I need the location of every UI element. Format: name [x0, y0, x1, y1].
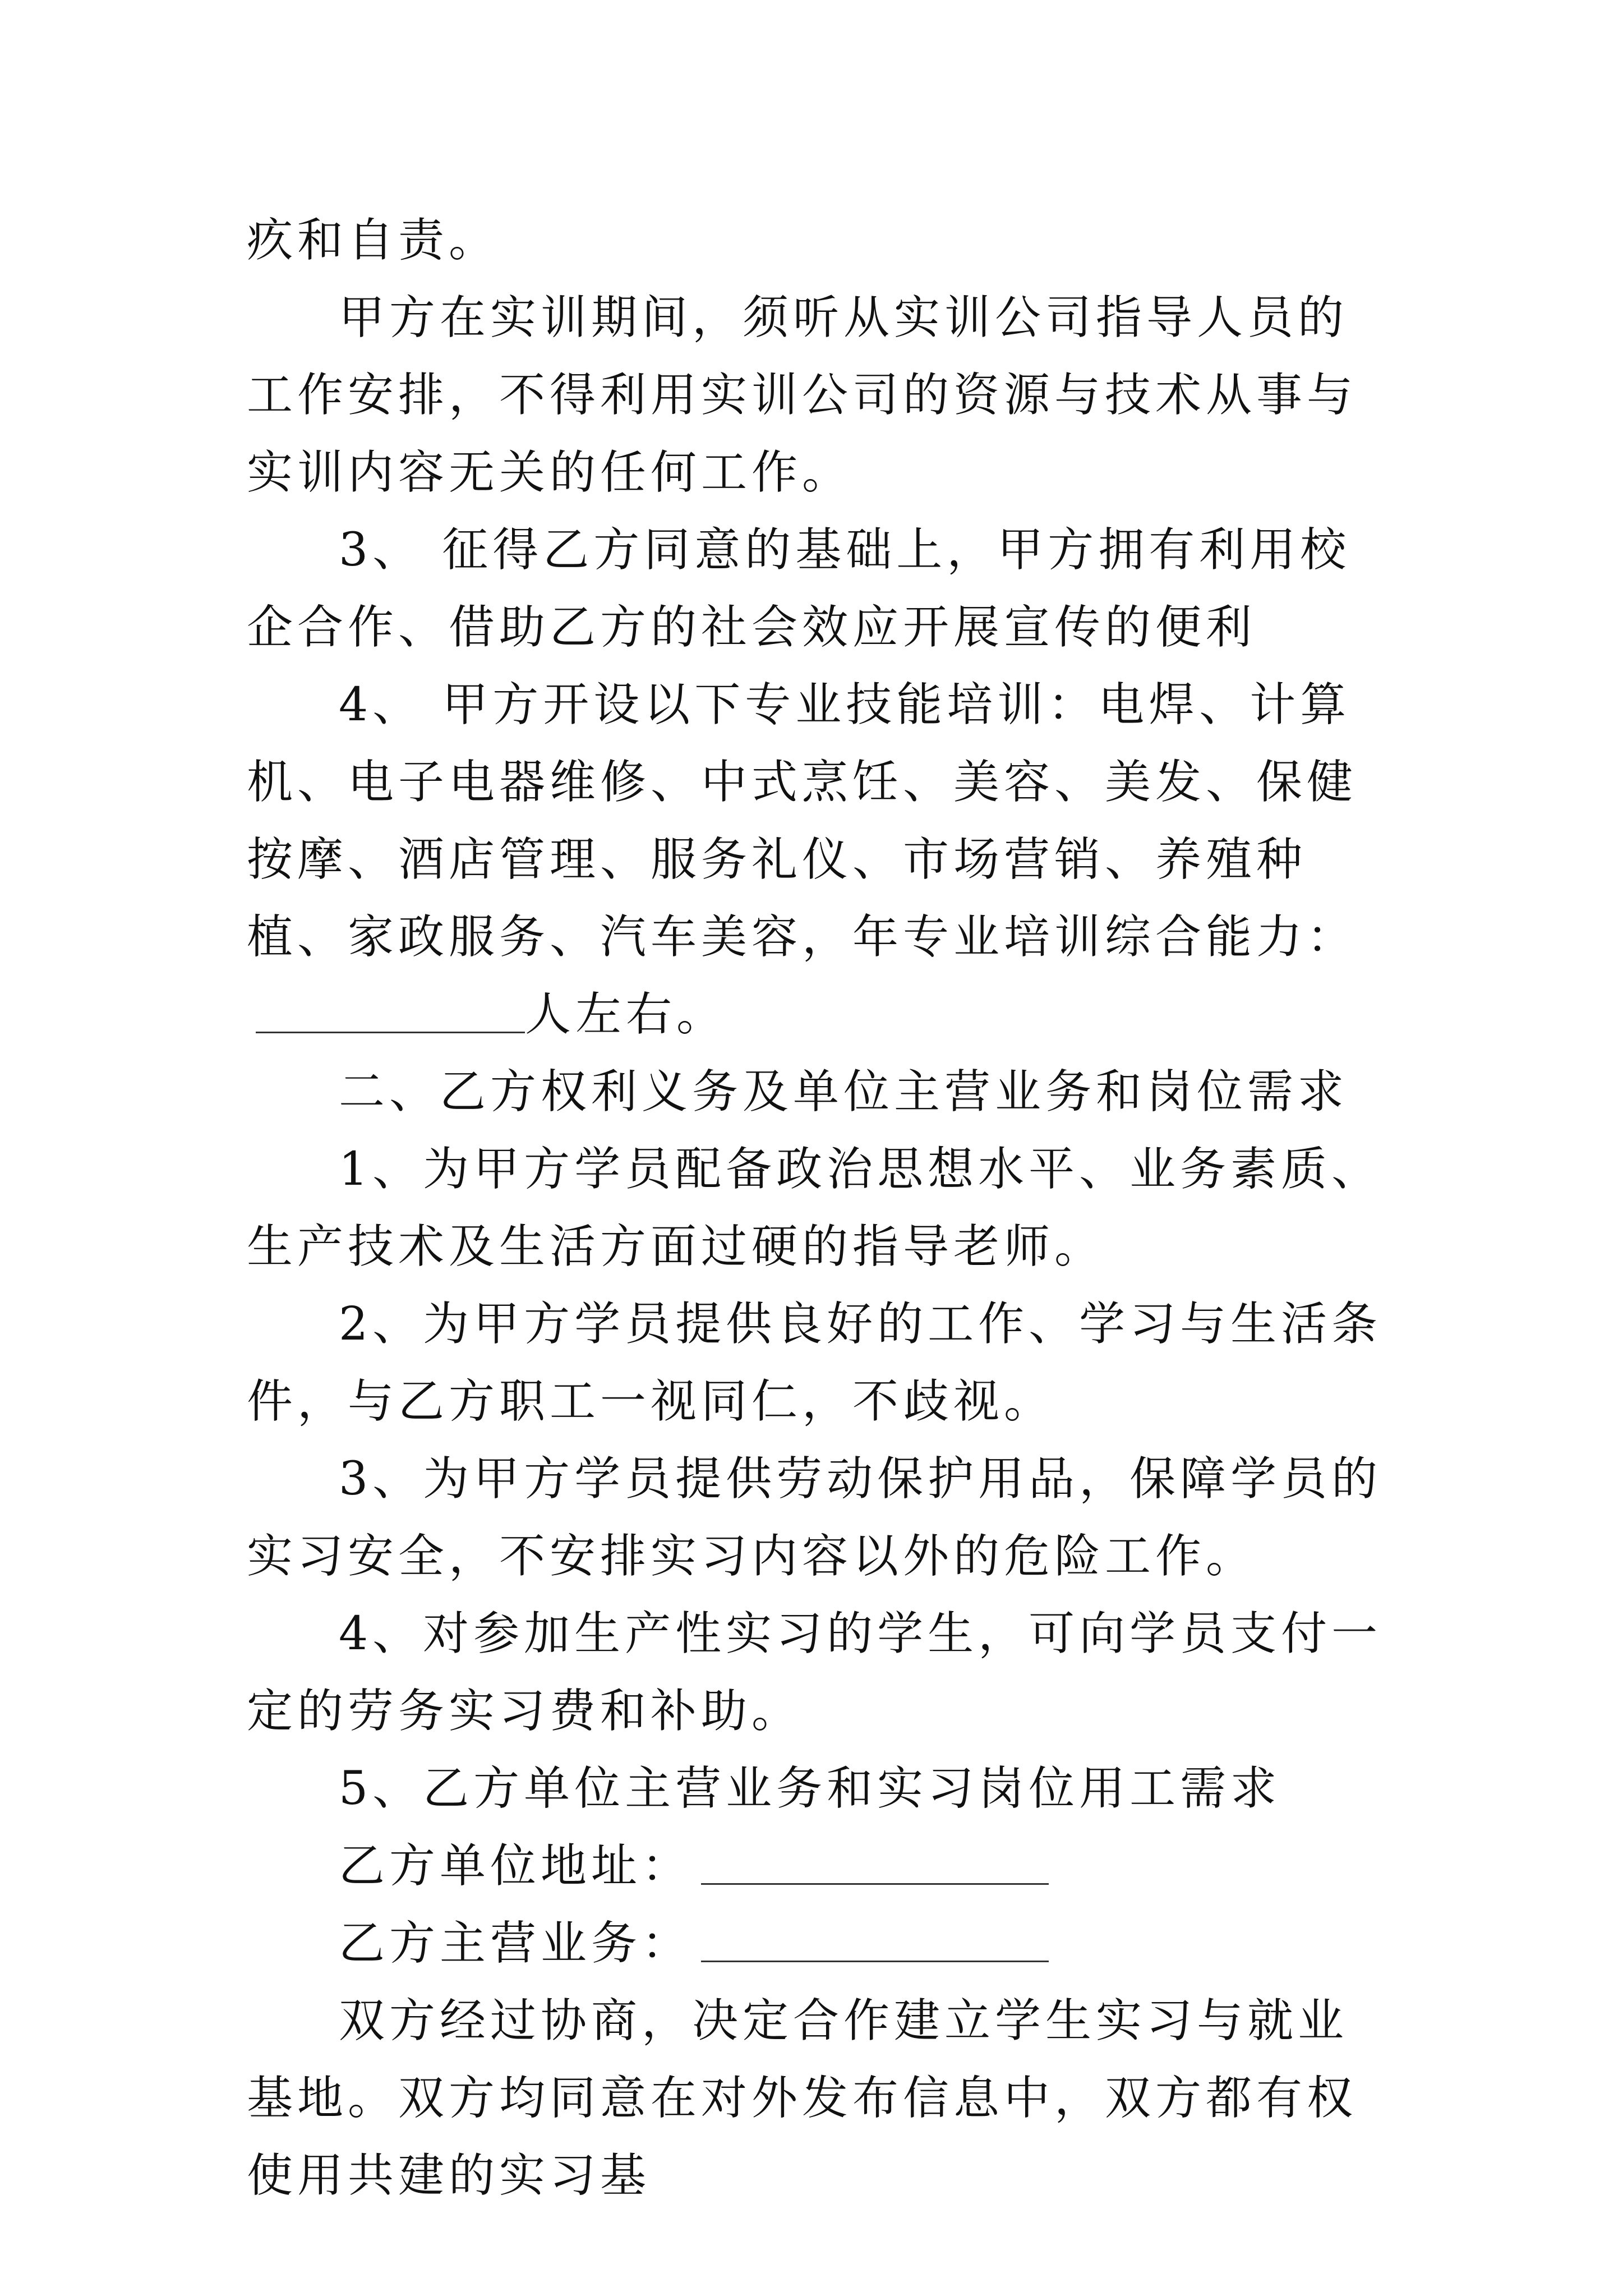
- paragraph-agreement: 双方经过协商，决定合作建立学生实习与就业基地。双方均同意在对外发布信息中，双方都有权使用共建的实习基: [247, 1994, 1358, 2202]
- paragraph-b-item-3: 3、为甲方学员提供劳动保护用品，保障学员的实习安全，不安排实习内容以外的危险工作。: [247, 1452, 1382, 1583]
- paragraph-item-4-skills: [247, 666, 1391, 1053]
- address-blank[interactable]: [701, 1837, 1049, 1885]
- paragraph-b-item-5: 5、乙方单位主营业务和实习岗位用工需求: [339, 1762, 1281, 1815]
- business-label: 乙方主营业务：: [339, 1917, 693, 1970]
- paragraph-item-3-publicity: 3、 征得乙方同意的基础上，甲方拥有利用校企合作、借助乙方的社会效应开展宣传的便利: [247, 523, 1351, 654]
- document-body: [247, 202, 1391, 2215]
- business-line: [247, 1905, 1391, 1982]
- paragraph-b-item-4: 4、对参加生产性实习的学生，可向学员支付一定的劳务实习费和补助。: [247, 1607, 1382, 1738]
- paragraph-fragment: 疚和自责。: [247, 214, 500, 267]
- training-capacity-blank[interactable]: [256, 986, 525, 1033]
- address-line: [247, 1828, 1391, 1905]
- skills-suffix: 人左右。: [525, 988, 727, 1041]
- paragraph-training-obedience: 甲方在实训期间，须听从实训公司指导人员的工作安排，不得利用实训公司的资源与技术从事与实训内容无关的任何工作。: [247, 291, 1358, 499]
- paragraph-b-item-2: 2、为甲方学员提供良好的工作、学习与生活条件，与乙方职工一视同仁，不歧视。: [247, 1297, 1382, 1428]
- business-blank[interactable]: [701, 1915, 1049, 1962]
- paragraph-b-item-1: 1、为甲方学员配备政治思想水平、业务素质、生产技术及生活方面过硬的指导老师。: [247, 1143, 1382, 1273]
- address-label: 乙方单位地址：: [339, 1839, 693, 1893]
- section-heading-party-b: 二、乙方权利义务及单位主营业务和岗位需求: [339, 1065, 1349, 1119]
- skills-text: 4、 甲方开设以下专业技能培训：电焊、计算机、电子电器维修、中式烹饪、美容、美发、保健按摩、酒店管理、服务礼仪、市场营销、养殖种植、家政服务、汽车美容，年专业培训综合能力：: [247, 678, 1358, 964]
